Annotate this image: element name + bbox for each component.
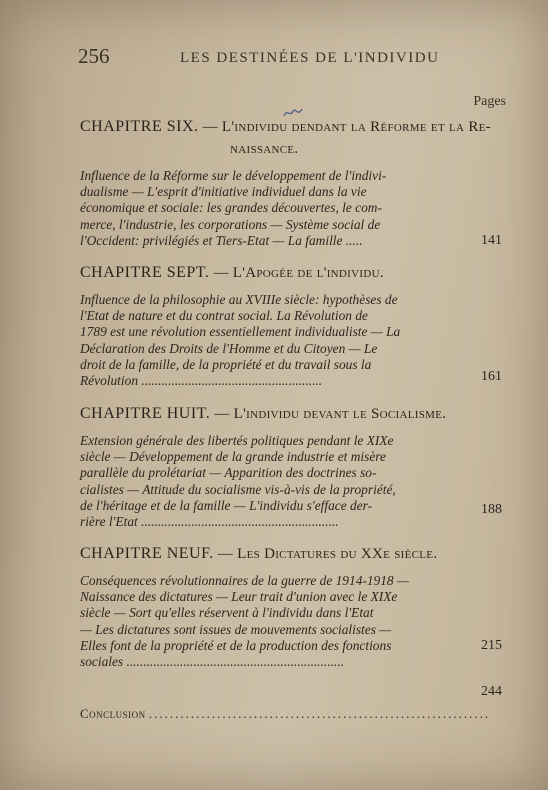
chapter-title: — L'individu dendant la Réforme et la Re- <box>198 119 491 135</box>
chapter-number: CHAPITRE SIX. <box>80 118 199 135</box>
chapter-title: — L'individu devant le Socialisme. <box>210 406 447 422</box>
conclusion-label: Conclusion <box>80 706 146 721</box>
summary-line: Conséquences révolutionnaires de la guerre de 1914-1918 — <box>80 573 409 588</box>
summary-line: Influence de la philosophie au XVIIIe siècle: hypothèses de <box>80 292 398 307</box>
summary-line: rière l'Etat ........................................................... <box>80 514 339 530</box>
chapter-heading <box>80 403 508 425</box>
summary-line: 1789 est une révolution essentiellement individualiste — La <box>80 324 401 340</box>
chapter-summary <box>80 573 508 670</box>
chapter-summary <box>80 168 508 249</box>
page-reference: 161 <box>481 369 502 385</box>
summary-line: siècle — Développement de la grande industrie et misère <box>80 449 386 465</box>
page-header <box>78 44 508 74</box>
chapter-number: CHAPITRE SEPT. <box>80 264 210 281</box>
toc-entry-chapitre-huit <box>80 403 508 530</box>
summary-line: économique et sociale: les grandes découvertes, le com- <box>80 200 382 216</box>
chapter-summary <box>80 433 508 530</box>
chapter-number: CHAPITRE NEUF. <box>80 545 214 562</box>
summary-line: dualisme — L'esprit d'initiative individuel dans la vie <box>80 184 367 200</box>
summary-line: l'Occident: privilégiés et Tiers-Etat — La famille ..... <box>80 232 363 248</box>
summary-line: l'Etat de nature et du contrat social. La Révolution de <box>80 308 368 324</box>
chapter-heading <box>80 262 508 284</box>
toc-entry-conclusion <box>80 684 508 722</box>
summary-line: Déclaration des Droits de l'Homme et du Citoyen — Le <box>80 340 378 356</box>
summary-line: siècle — Sort qu'elles réservent à l'individu dans l'Etat <box>80 605 374 621</box>
toc-entry-chapitre-six <box>80 116 508 249</box>
leader-dots: ................................................................. <box>148 706 491 721</box>
summary-line: Influence de la Réforme sur le développement de l'indivi- <box>80 168 387 183</box>
summary-line: merce, l'industrie, les corporations — Système social de <box>80 216 381 232</box>
pages-column-label: Pages <box>473 94 506 109</box>
summary-line: — Les dictatures sont issues de mouvements socialistes — <box>80 621 392 637</box>
chapter-summary <box>80 292 508 389</box>
page-number: 256 <box>78 44 110 68</box>
running-title: LES DESTINÉES DE L'INDIVIDU <box>180 50 440 66</box>
summary-line: Elles font de la propriété et de la production des fonctions <box>80 637 392 653</box>
summary-line: droit de la famille, de la propriété et du travail sous la <box>80 356 372 372</box>
chapter-title-continued: naissance. <box>230 141 299 157</box>
summary-line: Révolution ...................................................... <box>80 373 323 389</box>
chapter-heading <box>80 116 508 160</box>
page-reference: 141 <box>481 232 502 248</box>
page-reference: 188 <box>481 502 502 518</box>
page-reference: 244 <box>481 684 502 699</box>
summary-line: de l'héritage et de la famille — L'individu s'efface der- <box>80 497 373 513</box>
toc-entry-chapitre-sept <box>80 262 508 389</box>
summary-line: cialistes — Attitude du socialisme vis-à-vis de la propriété, <box>80 481 396 497</box>
summary-line: sociales ................................................................. <box>80 654 345 670</box>
toc-entry-chapitre-neuf <box>80 543 508 670</box>
chapter-heading <box>80 543 508 565</box>
summary-line: parallèle du prolétariat — Apparition des doctrines so- <box>80 465 377 481</box>
summary-line: Naissance des dictatures — Leur trait d'union avec le XIXe <box>80 589 398 605</box>
chapter-title: — L'Apogée de l'individu. <box>209 265 384 281</box>
page-reference: 215 <box>481 638 502 654</box>
chapter-number: CHAPITRE HUIT. <box>80 405 211 422</box>
summary-line: Extension générale des libertés politiques pendant le XIXe <box>80 433 394 448</box>
chapter-title: — Les Dictatures du XXe siècle. <box>213 546 438 562</box>
